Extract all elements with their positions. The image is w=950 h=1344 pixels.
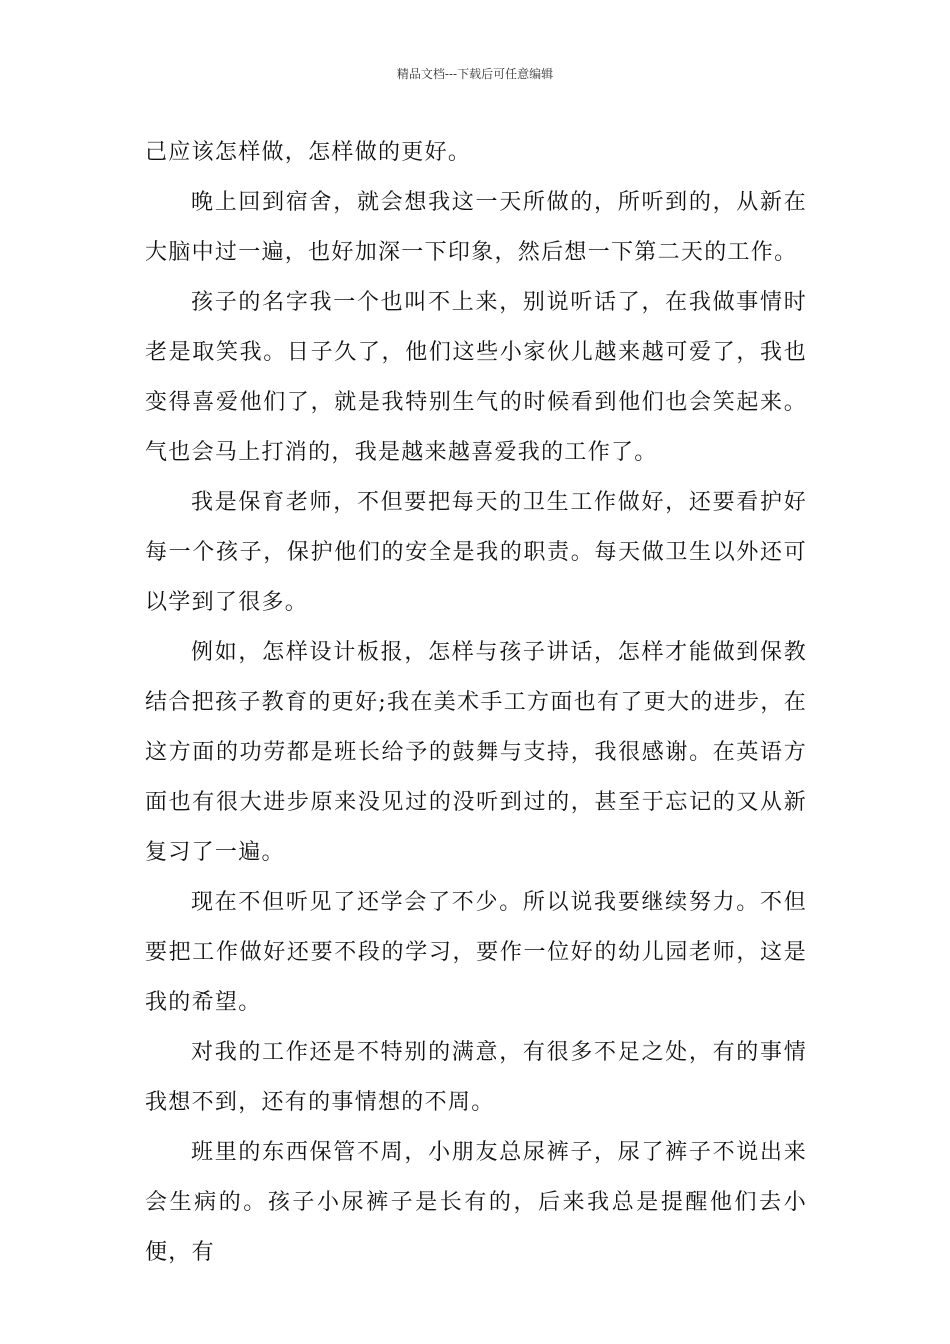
page-header: 精品文档---下载后可任意编辑 bbox=[396, 67, 554, 81]
paragraph: 孩子的名字我一个也叫不上来，别说听话了，在我做事情时老是取笑我。日子久了，他们这些小家伙儿越来越可爱了，我也变得喜爱他们了，就是我特别生气的时候看到他们也会笑起来。气也会马上打消的，我是越来越喜爱我的工作了。 bbox=[145, 290, 807, 465]
paragraph-continuation: 己应该怎样做，怎样做的更好。 bbox=[145, 140, 472, 165]
document-body bbox=[145, 128, 807, 1278]
paragraph: 例如，怎样设计板报，怎样与孩子讲话，怎样才能做到保教结合把孩子教育的更好;我在美术手工方面也有了更大的进步，在这方面的功劳都是班长给予的鼓舞与支持，我很感谢。在英语方面也有很大进步原来没见过的没听到过的，甚至于忘记的又从新复习了一遍。 bbox=[145, 640, 807, 865]
paragraph: 班里的东西保管不周，小朋友总尿裤子，尿了裤子不说出来会生病的。孩子小尿裤子是长有的，后来我总是提醒他们去小便，有 bbox=[145, 1140, 807, 1265]
paragraph: 晚上回到宿舍，就会想我这一天所做的，所听到的，从新在大脑中过一遍，也好加深一下印象，然后想一下第二天的工作。 bbox=[145, 190, 807, 265]
paragraph: 现在不但听见了还学会了不少。所以说我要继续努力。不但要把工作做好还要不段的学习，要作一位好的幼儿园老师，这是我的希望。 bbox=[145, 890, 807, 1015]
paragraph: 对我的工作还是不特别的满意，有很多不足之处，有的事情我想不到，还有的事情想的不周。 bbox=[145, 1040, 807, 1115]
paragraph: 我是保育老师，不但要把每天的卫生工作做好，还要看护好每一个孩子，保护他们的安全是我的职责。每天做卫生以外还可以学到了很多。 bbox=[145, 490, 807, 615]
